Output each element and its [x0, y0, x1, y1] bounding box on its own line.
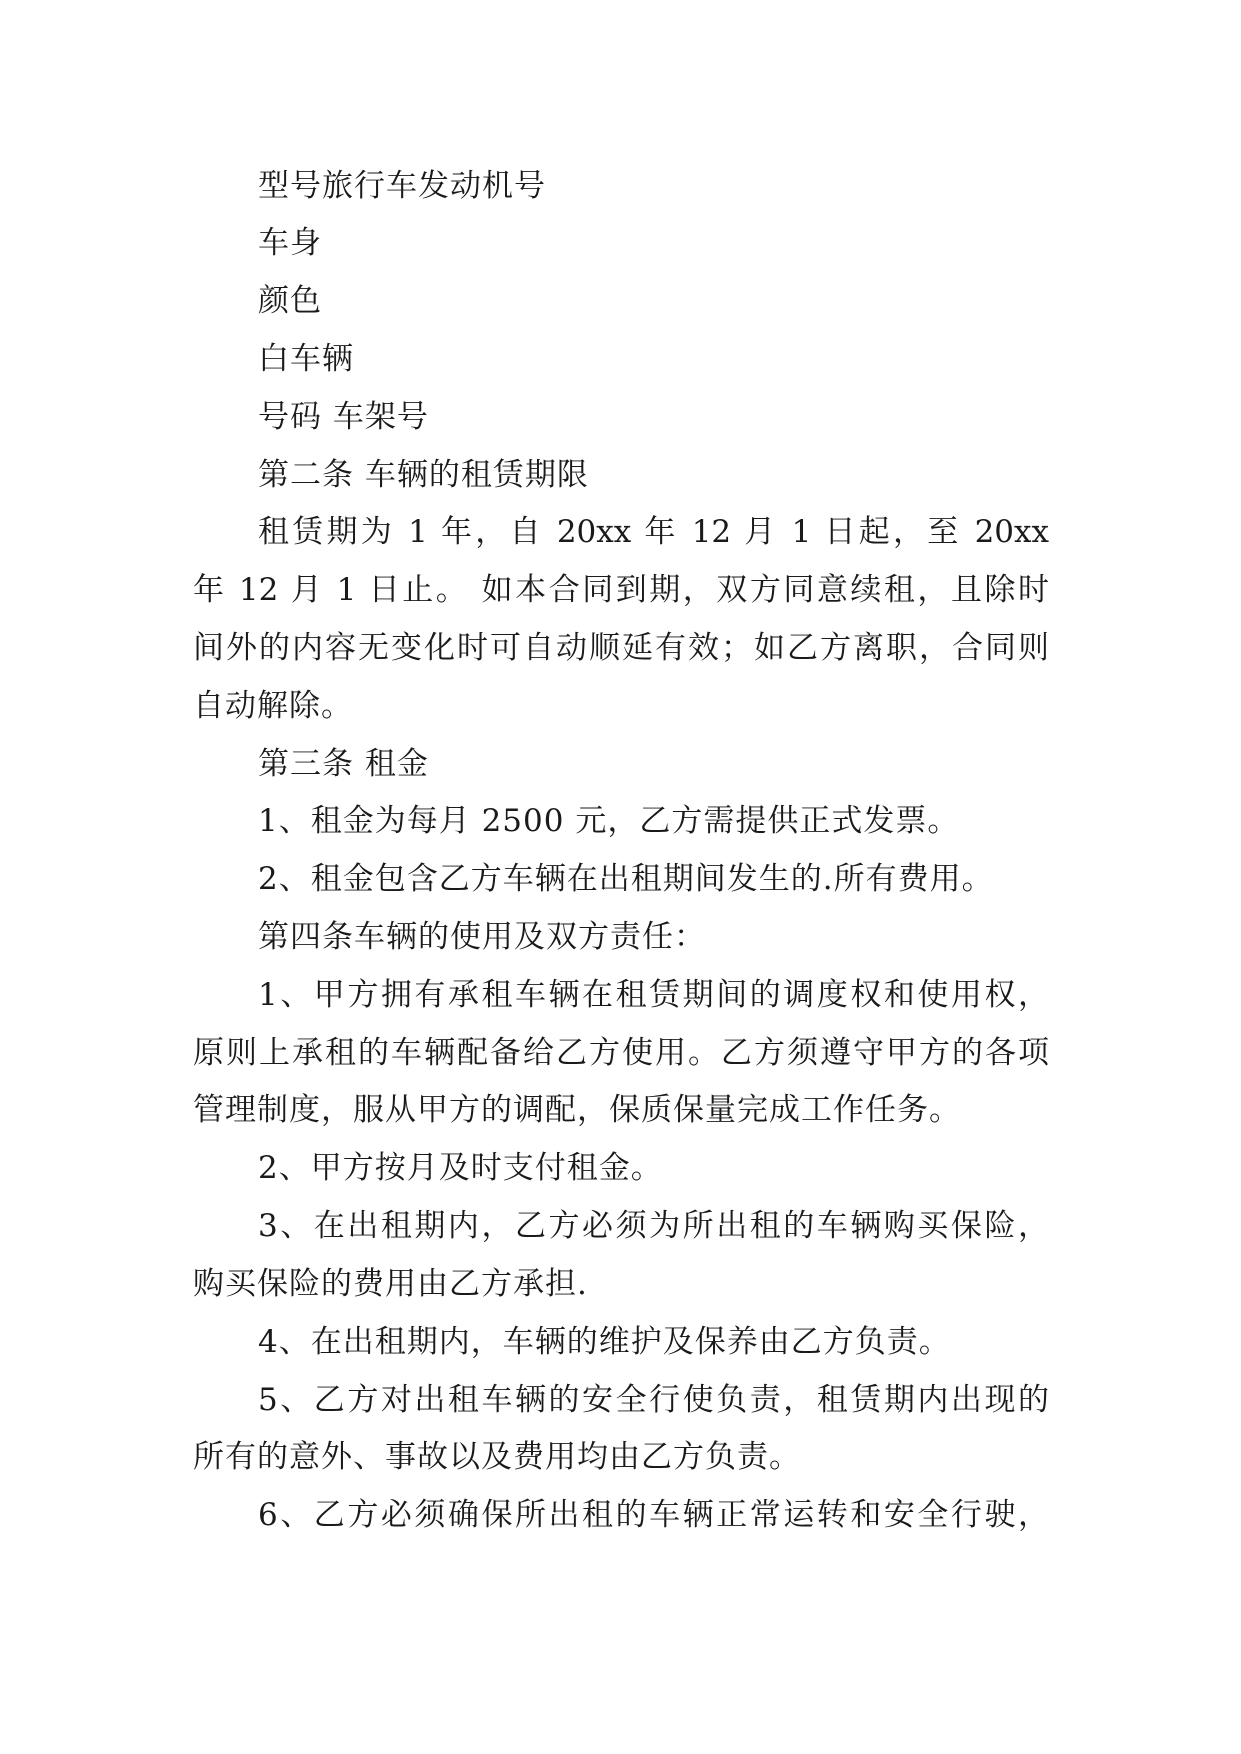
vehicle-body-line: 车身	[258, 225, 322, 261]
vehicle-color-line: 颜色	[258, 283, 322, 319]
lease-term-line-4: 自动解除。	[193, 688, 353, 724]
lease-term-line-2: 年 12 月 1 日止。 如本合同到期，双方同意续租，且除时	[193, 572, 1049, 608]
duty-item-1-line-2: 原则上承租的车辆配备给乙方使用。乙方须遵守甲方的各项	[193, 1035, 1049, 1071]
duty-item-5-line-2: 所有的意外、事故以及费用均由乙方负责。	[193, 1439, 801, 1475]
article-four-heading: 第四条车辆的使用及双方责任：	[258, 919, 706, 955]
duty-item-3-line-2: 购买保险的费用由乙方承担.	[193, 1266, 588, 1302]
lease-term-line-3: 间外的内容无变化时可自动顺延有效；如乙方离职，合同则	[193, 630, 1049, 666]
duty-item-1-line-3: 管理制度，服从甲方的调配，保质保量完成工作任务。	[193, 1092, 961, 1128]
duty-item-1-line-1: 1、甲方拥有承租车辆在租赁期间的调度权和使用权，	[258, 977, 1049, 1013]
vehicle-white-line: 白车辆	[258, 341, 354, 377]
duty-item-6-line-1: 6、乙方必须确保所出租的车辆正常运转和安全行驶，	[258, 1497, 1049, 1533]
rent-item-2: 2、租金包含乙方车辆在出租期间发生的.所有费用。	[258, 861, 994, 897]
vehicle-number-line: 号码 车架号	[258, 399, 429, 435]
article-two-heading: 第二条 车辆的租赁期限	[258, 457, 589, 493]
duty-item-4: 4、在出租期内，车辆的维护及保养由乙方负责。	[258, 1324, 951, 1360]
duty-item-5-line-1: 5、乙方对出租车辆的安全行使负责，租赁期内出现的	[258, 1382, 1049, 1418]
vehicle-model-line: 型号旅行车发动机号	[258, 168, 546, 204]
article-three-heading: 第三条 租金	[258, 746, 429, 782]
rent-item-1: 1、租金为每月 2500 元，乙方需提供正式发票。	[258, 803, 960, 839]
duty-item-3-line-1: 3、在出租期内，乙方必须为所出租的车辆购买保险，	[258, 1208, 1049, 1244]
lease-term-line-1: 租赁期为 1 年，自 20xx 年 12 月 1 日起，至 20xx	[258, 514, 1049, 550]
duty-item-2: 2、甲方按月及时支付租金。	[258, 1150, 663, 1186]
